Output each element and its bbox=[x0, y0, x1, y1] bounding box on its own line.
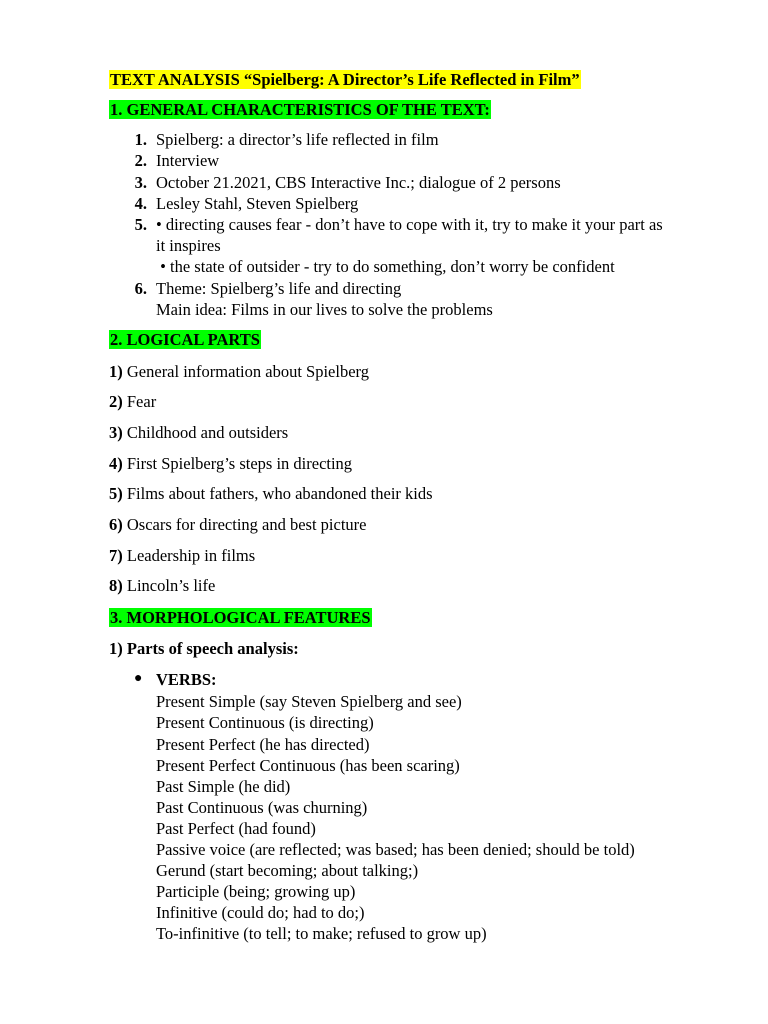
list-item: Participle (being; growing up) bbox=[156, 882, 356, 901]
section-heading-logical: 2. LOGICAL PARTS bbox=[110, 330, 260, 349]
section-heading-general: 1. GENERAL CHARACTERISTICS OF THE TEXT: bbox=[110, 100, 490, 119]
list-item: 1) General information about Spielberg bbox=[109, 362, 369, 381]
list-item: 5) Films about fathers, who abandoned their kids bbox=[109, 484, 433, 503]
section-heading-morphological: 3. MORPHOLOGICAL FEATURES bbox=[110, 608, 371, 627]
list-item: Past Perfect (had found) bbox=[156, 819, 316, 838]
list-item: • directing causes fear - don’t have to cope with it, try to make it your part as bbox=[156, 215, 663, 234]
list-item: Past Simple (he did) bbox=[156, 777, 291, 796]
list-item: 3) Childhood and outsiders bbox=[109, 423, 289, 442]
list-item: Present Simple (say Steven Spielberg and see) bbox=[156, 692, 462, 711]
verbs-heading: VERBS: bbox=[156, 670, 217, 689]
list-number: 1. bbox=[134, 130, 147, 149]
subheading-parts-of-speech: 1) Parts of speech analysis: bbox=[109, 639, 299, 658]
list-item: October 21.2021, CBS Interactive Inc.; dialogue of 2 persons bbox=[156, 173, 561, 192]
list-number: 6. bbox=[134, 279, 147, 298]
list-item: 4) First Spielberg’s steps in directing bbox=[109, 454, 353, 473]
document-title bbox=[109, 70, 581, 90]
list-item: Passive voice (are reflected; was based; has been denied; should be told) bbox=[156, 840, 635, 859]
list-item: 7) Leadership in films bbox=[109, 546, 256, 565]
list-item: Theme: Spielberg’s life and directing bbox=[156, 279, 402, 298]
list-item-continuation: it inspires bbox=[156, 236, 221, 255]
list-item: Lesley Stahl, Steven Spielberg bbox=[156, 194, 359, 213]
list-number: 2. bbox=[134, 151, 147, 170]
bullet-icon: ● bbox=[134, 671, 143, 686]
list-item: Present Perfect Continuous (has been scaring) bbox=[156, 756, 460, 775]
list-item-continuation: Main idea: Films in our lives to solve the problems bbox=[156, 300, 493, 319]
list-number: 5. bbox=[134, 215, 147, 234]
list-item: Present Continuous (is directing) bbox=[156, 713, 374, 732]
list-item: Infinitive (could do; had to do;) bbox=[156, 903, 365, 922]
list-item: Gerund (start becoming; about talking;) bbox=[156, 861, 419, 880]
list-number: 4. bbox=[134, 194, 147, 213]
list-item: Past Continuous (was churning) bbox=[156, 798, 368, 817]
list-number: 3. bbox=[134, 173, 147, 192]
list-item: Interview bbox=[156, 151, 220, 170]
list-item: 6) Oscars for directing and best picture bbox=[109, 515, 367, 534]
list-item-continuation: • the state of outsider - try to do something, don’t worry be confident bbox=[156, 257, 615, 276]
list-item: To-infinitive (to tell; to make; refused to grow up) bbox=[156, 924, 487, 943]
list-item: 2) Fear bbox=[109, 392, 157, 411]
title-highlight: TEXT ANALYSIS “Spielberg: A Director’s Life Reflected in Film” bbox=[110, 70, 580, 89]
list-item: 8) Lincoln’s life bbox=[109, 576, 216, 595]
list-item: Present Perfect (he has directed) bbox=[156, 735, 370, 754]
list-item: Spielberg: a director’s life reflected in film bbox=[156, 130, 439, 149]
